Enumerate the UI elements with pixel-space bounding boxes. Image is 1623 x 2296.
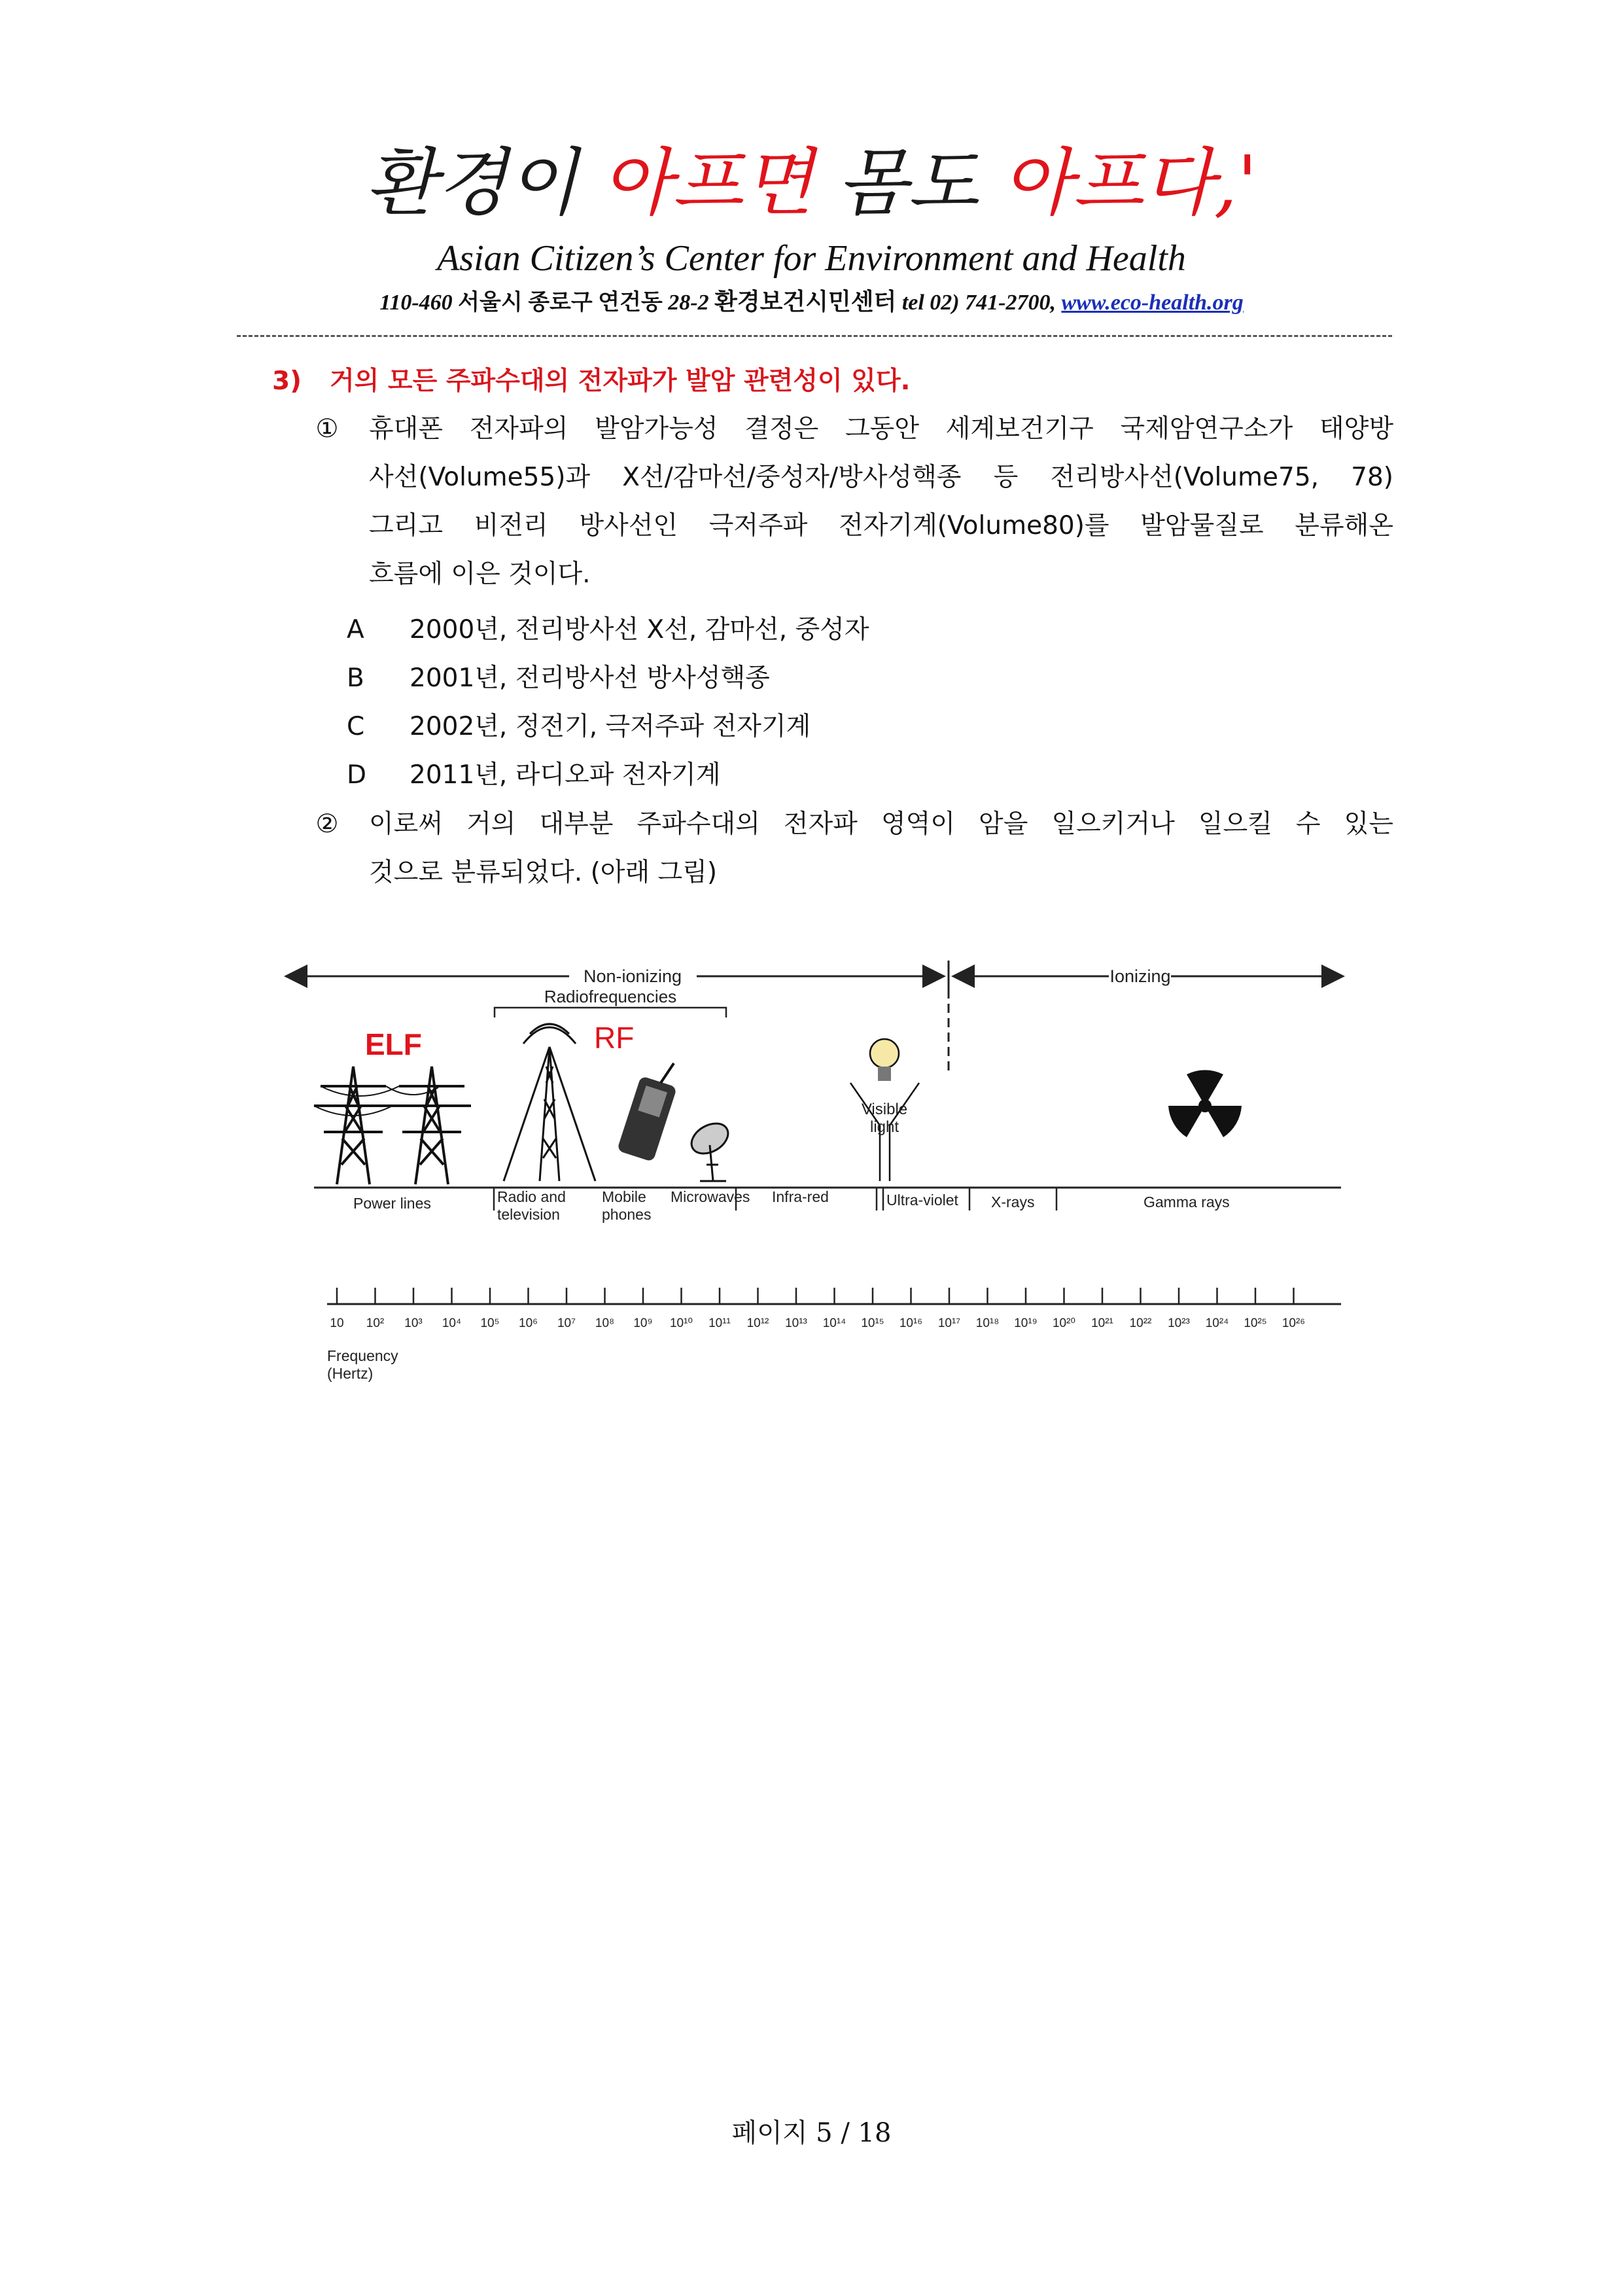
light-bulb-icon [870, 1039, 899, 1081]
band-labels [353, 1188, 1230, 1223]
frequency-tick-label: 10²⁵ [1244, 1316, 1267, 1330]
axis-label-frequency: Frequency [327, 1347, 398, 1364]
address-text: 서울시 종로구 연건동 [458, 291, 663, 315]
sub-item-a [347, 606, 869, 654]
sub-item-letter: B [347, 663, 364, 693]
band-label-radio: Radio and [497, 1188, 566, 1205]
org-english-name: Asian Citizen’s Center for Environment and Health [437, 238, 1186, 279]
microwave-dish-icon [686, 1118, 733, 1181]
visible-label-1: Visible [861, 1101, 908, 1118]
frequency-tick-label: 10²⁰ [1052, 1316, 1076, 1330]
sub-item-d [347, 751, 721, 800]
frequency-tick-label: 10¹⁴ [822, 1316, 846, 1330]
frequency-tick-label: 10¹⁸ [975, 1316, 1000, 1330]
frequency-tick-label: 10⁶ [519, 1316, 538, 1330]
sub-item-c [347, 703, 811, 751]
logo-text-1: 환경이 [365, 141, 602, 226]
telephone: tel 02) 741-2700, [901, 291, 1056, 315]
website-link[interactable]: www.eco-health.org [1061, 291, 1244, 315]
elf-label: ELF [365, 1027, 422, 1061]
radiation-symbol-icon [1168, 1070, 1242, 1137]
frequency-tick-label: 10⁸ [595, 1316, 615, 1330]
section-heading [272, 362, 910, 401]
list-item-2-text [369, 800, 1393, 897]
power-tower-icon [314, 1067, 393, 1184]
org-korean-name: 환경보건시민센터 [714, 289, 897, 315]
list-item-1 [307, 405, 1393, 599]
sub-item-letter: A [347, 615, 364, 645]
header-divider [237, 335, 1392, 337]
frequency-tick-label: 10 [330, 1316, 344, 1330]
power-tower-icon [393, 1067, 471, 1184]
frequency-tick-label: 10¹⁵ [861, 1316, 884, 1330]
frequency-ticks [330, 1288, 1305, 1330]
em-spectrum-diagram [281, 942, 1348, 1394]
radiofrequencies-label: Radiofrequencies [544, 987, 677, 1006]
power-line-wires [314, 1086, 438, 1116]
band-label-microwaves: Microwaves [671, 1188, 750, 1205]
logo-text-4: 아프다,' [1002, 141, 1258, 226]
band-label-mobile: Mobile [602, 1188, 646, 1205]
text-line: 이로써 거의 대부분 주파수대의 전자파 영역이 암을 일으키거나 일으킬 수 있는 [369, 809, 1393, 839]
frequency-tick-label: 10¹⁶ [899, 1316, 923, 1330]
frequency-tick-label: 10²² [1129, 1316, 1152, 1330]
page-number: 페이지 5 / 18 [731, 2118, 892, 2148]
text-line: 흐름에 이은 것이다. [369, 559, 591, 589]
band-label-power-lines: Power lines [353, 1195, 431, 1212]
sub-item-b [347, 654, 770, 703]
radio-tower-icon [504, 1024, 595, 1181]
frequency-tick-label: 10⁷ [557, 1316, 576, 1330]
text-line: 사선(Volume55)과 X선/감마선/중성자/방사성핵종 등 전리방사선(Volume75, 78) [369, 463, 1393, 492]
address-number: 28-2 [668, 291, 709, 315]
mobile-phone-icon [617, 1063, 677, 1162]
logo-text-2: 아프면 [601, 141, 814, 226]
frequency-tick-label: 10¹¹ [708, 1316, 731, 1330]
frequency-tick-label: 10¹³ [785, 1316, 807, 1330]
sub-item-text: 2001년, 전리방사선 방사성핵종 [410, 663, 770, 693]
header-address [0, 285, 1623, 319]
frequency-tick-label: 10³ [404, 1316, 423, 1330]
band-label-phones: phones [602, 1206, 652, 1223]
list-item-1-text [369, 405, 1393, 599]
rf-label: RF [594, 1021, 635, 1055]
address-zip: 110-460 [379, 291, 453, 315]
sub-item-text: 2011년, 라디오파 전자기계 [410, 760, 721, 790]
frequency-tick-label: 10²⁶ [1282, 1316, 1306, 1330]
frequency-tick-label: 10²⁴ [1205, 1316, 1229, 1330]
frequency-tick-label: 10²¹ [1091, 1316, 1113, 1330]
band-label-x-rays: X-rays [991, 1193, 1035, 1210]
radiofrequencies-bracket [495, 987, 726, 1017]
band-label-television: television [497, 1206, 560, 1223]
frequency-tick-label: 10¹⁰ [669, 1316, 693, 1330]
header-logo [0, 134, 1623, 232]
axis-label-hertz: (Hertz) [327, 1365, 374, 1382]
frequency-tick-label: 10⁴ [442, 1316, 462, 1330]
logo-text-3: 몸도 [813, 141, 1002, 226]
circled-number-1: ① [315, 414, 339, 444]
sub-item-letter: D [347, 760, 367, 790]
section-title: 거의 모든 주파수대의 전자파가 발암 관련성이 있다. [330, 366, 911, 396]
circled-number-2: ② [315, 809, 339, 839]
non-ionizing-label: Non-ionizing [583, 966, 682, 986]
band-label-infra-red: Infra-red [772, 1188, 829, 1205]
sub-item-text: 2000년, 전리방사선 X선, 감마선, 중성자 [410, 615, 869, 645]
frequency-tick-label: 10² [366, 1316, 385, 1330]
text-line: 휴대폰 전자파의 발암가능성 결정은 그동안 세계보건기구 국제암연구소가 태양방 [369, 414, 1393, 444]
em-spectrum-figure [281, 942, 1348, 1394]
section-number: 3) [272, 366, 302, 396]
frequency-tick-label: 10²³ [1168, 1316, 1190, 1330]
text-line: 것으로 분류되었다. (아래 그림) [369, 858, 718, 887]
visible-label-2: light [869, 1118, 899, 1136]
ionizing-arrow [955, 966, 1341, 986]
frequency-tick-label: 10¹⁷ [937, 1316, 961, 1330]
non-ionizing-arrow [288, 966, 942, 986]
frequency-tick-label: 10⁵ [480, 1316, 500, 1330]
ionizing-label: Ionizing [1109, 966, 1171, 986]
band-label-ultra-violet: Ultra-violet [886, 1192, 958, 1209]
frequency-tick-label: 10¹⁹ [1014, 1316, 1038, 1330]
sub-item-text: 2002년, 정전기, 극저주파 전자기계 [410, 712, 811, 741]
band-label-gamma-rays: Gamma rays [1143, 1193, 1230, 1210]
frequency-tick-label: 10¹² [746, 1316, 769, 1330]
list-item-2 [307, 800, 1393, 897]
sub-item-letter: C [347, 712, 365, 741]
text-line: 그리고 비전리 방사선인 극저주파 전자기계(Volume80)를 발암물질로 분류해온 [369, 511, 1393, 540]
frequency-tick-label: 10⁹ [633, 1316, 653, 1330]
